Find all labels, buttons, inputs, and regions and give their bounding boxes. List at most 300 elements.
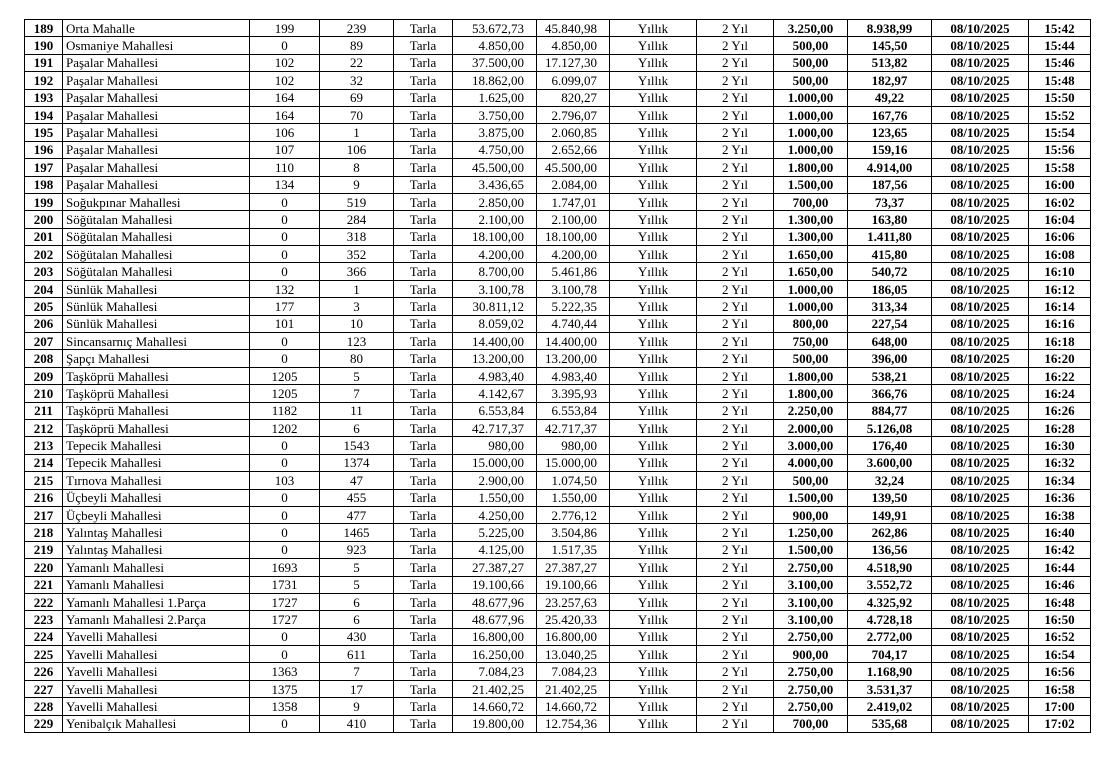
price-cell: 1.250,00 — [774, 524, 848, 541]
time-cell: 16:06 — [1029, 228, 1091, 245]
row-number: 213 — [25, 437, 63, 454]
guarantee-cell: 415,80 — [848, 246, 932, 263]
neighborhood-cell: Yamanlı Mahallesi 2.Parça — [63, 611, 250, 628]
area-cell: 27.387,27 — [453, 559, 537, 576]
guarantee-cell: 648,00 — [848, 333, 932, 350]
date-cell: 08/10/2025 — [932, 489, 1029, 506]
block-cell: 177 — [250, 298, 320, 315]
period-cell: Yıllık — [610, 211, 697, 228]
price-cell: 500,00 — [774, 37, 848, 54]
row-number: 202 — [25, 246, 63, 263]
table-row — [25, 315, 1091, 332]
area-cell: 13.200,00 — [453, 350, 537, 367]
row-number: 194 — [25, 106, 63, 123]
price-cell: 4.000,00 — [774, 454, 848, 471]
row-number: 228 — [25, 698, 63, 715]
row-number: 196 — [25, 141, 63, 158]
table-row — [25, 367, 1091, 384]
period-cell: Yıllık — [610, 367, 697, 384]
price-cell: 800,00 — [774, 315, 848, 332]
parcel-cell: 239 — [320, 20, 394, 37]
guarantee-cell: 49,22 — [848, 89, 932, 106]
duration-cell: 2 Yıl — [697, 72, 774, 89]
neighborhood-cell: Yamanlı Mahallesi — [63, 559, 250, 576]
guarantee-cell: 4.914,00 — [848, 159, 932, 176]
neighborhood-cell: Sincansarnıç Mahallesi — [63, 333, 250, 350]
share-area-cell: 42.717,37 — [537, 419, 610, 436]
block-cell: 1727 — [250, 593, 320, 610]
period-cell: Yıllık — [610, 20, 697, 37]
block-cell: 0 — [250, 646, 320, 663]
block-cell: 199 — [250, 20, 320, 37]
price-cell: 2.250,00 — [774, 402, 848, 419]
duration-cell: 2 Yıl — [697, 315, 774, 332]
area-cell: 21.402,25 — [453, 680, 537, 697]
table-row — [25, 628, 1091, 645]
block-cell: 0 — [250, 628, 320, 645]
duration-cell: 2 Yıl — [697, 211, 774, 228]
table-row — [25, 506, 1091, 523]
time-cell: 15:44 — [1029, 37, 1091, 54]
price-cell: 900,00 — [774, 506, 848, 523]
type-cell: Tarla — [394, 141, 453, 158]
duration-cell: 2 Yıl — [697, 472, 774, 489]
table-row — [25, 89, 1091, 106]
date-cell: 08/10/2025 — [932, 680, 1029, 697]
area-cell: 18.100,00 — [453, 228, 537, 245]
duration-cell: 2 Yıl — [697, 193, 774, 210]
area-cell: 4.125,00 — [453, 541, 537, 558]
type-cell: Tarla — [394, 333, 453, 350]
area-cell: 30.811,12 — [453, 298, 537, 315]
block-cell: 164 — [250, 106, 320, 123]
period-cell: Yıllık — [610, 646, 697, 663]
share-area-cell: 820,27 — [537, 89, 610, 106]
duration-cell: 2 Yıl — [697, 280, 774, 297]
parcel-cell: 22 — [320, 54, 394, 71]
time-cell: 16:30 — [1029, 437, 1091, 454]
neighborhood-cell: Sünlük Mahallesi — [63, 298, 250, 315]
parcel-cell: 17 — [320, 680, 394, 697]
table-row — [25, 611, 1091, 628]
type-cell: Tarla — [394, 646, 453, 663]
row-number: 219 — [25, 541, 63, 558]
block-cell: 0 — [250, 246, 320, 263]
duration-cell: 2 Yıl — [697, 367, 774, 384]
price-cell: 1.650,00 — [774, 263, 848, 280]
guarantee-cell: 513,82 — [848, 54, 932, 71]
duration-cell: 2 Yıl — [697, 715, 774, 732]
block-cell: 1727 — [250, 611, 320, 628]
type-cell: Tarla — [394, 437, 453, 454]
guarantee-cell: 32,24 — [848, 472, 932, 489]
block-cell: 0 — [250, 454, 320, 471]
price-cell: 500,00 — [774, 472, 848, 489]
period-cell: Yıllık — [610, 541, 697, 558]
share-area-cell: 980,00 — [537, 437, 610, 454]
guarantee-cell: 167,76 — [848, 106, 932, 123]
duration-cell: 2 Yıl — [697, 437, 774, 454]
duration-cell: 2 Yıl — [697, 576, 774, 593]
row-number: 214 — [25, 454, 63, 471]
type-cell: Tarla — [394, 454, 453, 471]
time-cell: 16:34 — [1029, 472, 1091, 489]
type-cell: Tarla — [394, 402, 453, 419]
share-area-cell: 15.000,00 — [537, 454, 610, 471]
parcel-cell: 1374 — [320, 454, 394, 471]
date-cell: 08/10/2025 — [932, 141, 1029, 158]
row-number: 195 — [25, 124, 63, 141]
parcel-cell: 5 — [320, 367, 394, 384]
guarantee-cell: 182,97 — [848, 72, 932, 89]
neighborhood-cell: Söğütalan Mahallesi — [63, 263, 250, 280]
share-area-cell: 2.652,66 — [537, 141, 610, 158]
neighborhood-cell: Şapçı Mahallesi — [63, 350, 250, 367]
duration-cell: 2 Yıl — [697, 524, 774, 541]
time-cell: 16:58 — [1029, 680, 1091, 697]
period-cell: Yıllık — [610, 315, 697, 332]
table-row — [25, 176, 1091, 193]
share-area-cell: 16.800,00 — [537, 628, 610, 645]
date-cell: 08/10/2025 — [932, 419, 1029, 436]
date-cell: 08/10/2025 — [932, 20, 1029, 37]
table-row — [25, 54, 1091, 71]
table-row — [25, 454, 1091, 471]
price-cell: 500,00 — [774, 54, 848, 71]
area-cell: 16.250,00 — [453, 646, 537, 663]
duration-cell: 2 Yıl — [697, 402, 774, 419]
parcel-cell: 6 — [320, 419, 394, 436]
neighborhood-cell: Soğukpınar Mahallesi — [63, 193, 250, 210]
share-area-cell: 2.060,85 — [537, 124, 610, 141]
date-cell: 08/10/2025 — [932, 611, 1029, 628]
table-row — [25, 159, 1091, 176]
date-cell: 08/10/2025 — [932, 646, 1029, 663]
duration-cell: 2 Yıl — [697, 54, 774, 71]
duration-cell: 2 Yıl — [697, 559, 774, 576]
parcel-cell: 352 — [320, 246, 394, 263]
period-cell: Yıllık — [610, 680, 697, 697]
table-row — [25, 402, 1091, 419]
row-number: 209 — [25, 367, 63, 384]
neighborhood-cell: Paşalar Mahallesi — [63, 106, 250, 123]
row-number: 207 — [25, 333, 63, 350]
parcel-cell: 8 — [320, 159, 394, 176]
row-number: 189 — [25, 20, 63, 37]
area-cell: 4.850,00 — [453, 37, 537, 54]
share-area-cell: 1.074,50 — [537, 472, 610, 489]
guarantee-cell: 163,80 — [848, 211, 932, 228]
price-cell: 1.000,00 — [774, 124, 848, 141]
parcel-cell: 3 — [320, 298, 394, 315]
duration-cell: 2 Yıl — [697, 263, 774, 280]
price-cell: 2.000,00 — [774, 419, 848, 436]
price-cell: 2.750,00 — [774, 698, 848, 715]
time-cell: 15:46 — [1029, 54, 1091, 71]
price-cell: 1.800,00 — [774, 159, 848, 176]
neighborhood-cell: Yenibalçık Mahallesi — [63, 715, 250, 732]
share-area-cell: 27.387,27 — [537, 559, 610, 576]
time-cell: 15:54 — [1029, 124, 1091, 141]
table-row — [25, 72, 1091, 89]
time-cell: 16:12 — [1029, 280, 1091, 297]
type-cell: Tarla — [394, 350, 453, 367]
parcel-cell: 6 — [320, 593, 394, 610]
period-cell: Yıllık — [610, 419, 697, 436]
period-cell: Yıllık — [610, 506, 697, 523]
date-cell: 08/10/2025 — [932, 228, 1029, 245]
table-row — [25, 106, 1091, 123]
block-cell: 1693 — [250, 559, 320, 576]
parcel-cell: 11 — [320, 402, 394, 419]
parcel-cell: 430 — [320, 628, 394, 645]
table-row — [25, 246, 1091, 263]
block-cell: 0 — [250, 193, 320, 210]
parcel-cell: 106 — [320, 141, 394, 158]
date-cell: 08/10/2025 — [932, 280, 1029, 297]
area-cell: 1.550,00 — [453, 489, 537, 506]
row-number: 226 — [25, 663, 63, 680]
duration-cell: 2 Yıl — [697, 159, 774, 176]
share-area-cell: 1.550,00 — [537, 489, 610, 506]
area-cell: 2.850,00 — [453, 193, 537, 210]
price-cell: 1.000,00 — [774, 280, 848, 297]
time-cell: 15:50 — [1029, 89, 1091, 106]
tender-table — [24, 19, 1091, 733]
parcel-cell: 611 — [320, 646, 394, 663]
neighborhood-cell: Yalıntaş Mahallesi — [63, 524, 250, 541]
row-number: 216 — [25, 489, 63, 506]
duration-cell: 2 Yıl — [697, 646, 774, 663]
duration-cell: 2 Yıl — [697, 489, 774, 506]
duration-cell: 2 Yıl — [697, 350, 774, 367]
period-cell: Yıllık — [610, 663, 697, 680]
time-cell: 16:10 — [1029, 263, 1091, 280]
neighborhood-cell: Söğütalan Mahallesi — [63, 246, 250, 263]
share-area-cell: 14.660,72 — [537, 698, 610, 715]
type-cell: Tarla — [394, 193, 453, 210]
row-number: 221 — [25, 576, 63, 593]
share-area-cell: 3.100,78 — [537, 280, 610, 297]
share-area-cell: 14.400,00 — [537, 333, 610, 350]
type-cell: Tarla — [394, 280, 453, 297]
block-cell: 1205 — [250, 385, 320, 402]
type-cell: Tarla — [394, 159, 453, 176]
neighborhood-cell: Söğütalan Mahallesi — [63, 211, 250, 228]
share-area-cell: 4.740,44 — [537, 315, 610, 332]
row-number: 218 — [25, 524, 63, 541]
guarantee-cell: 884,77 — [848, 402, 932, 419]
guarantee-cell: 704,17 — [848, 646, 932, 663]
area-cell: 3.750,00 — [453, 106, 537, 123]
row-number: 220 — [25, 559, 63, 576]
period-cell: Yıllık — [610, 106, 697, 123]
share-area-cell: 7.084,23 — [537, 663, 610, 680]
share-area-cell: 13.040,25 — [537, 646, 610, 663]
time-cell: 17:02 — [1029, 715, 1091, 732]
time-cell: 16:38 — [1029, 506, 1091, 523]
date-cell: 08/10/2025 — [932, 89, 1029, 106]
time-cell: 17:00 — [1029, 698, 1091, 715]
guarantee-cell: 535,68 — [848, 715, 932, 732]
area-cell: 42.717,37 — [453, 419, 537, 436]
area-cell: 4.200,00 — [453, 246, 537, 263]
guarantee-cell: 159,16 — [848, 141, 932, 158]
date-cell: 08/10/2025 — [932, 72, 1029, 89]
row-number: 227 — [25, 680, 63, 697]
area-cell: 4.142,67 — [453, 385, 537, 402]
period-cell: Yıllık — [610, 698, 697, 715]
neighborhood-cell: Taşköprü Mahallesi — [63, 385, 250, 402]
type-cell: Tarla — [394, 593, 453, 610]
date-cell: 08/10/2025 — [932, 559, 1029, 576]
block-cell: 102 — [250, 54, 320, 71]
neighborhood-cell: Osmaniye Mahallesi — [63, 37, 250, 54]
date-cell: 08/10/2025 — [932, 593, 1029, 610]
type-cell: Tarla — [394, 298, 453, 315]
guarantee-cell: 3.552,72 — [848, 576, 932, 593]
table-row — [25, 541, 1091, 558]
type-cell: Tarla — [394, 541, 453, 558]
parcel-cell: 455 — [320, 489, 394, 506]
type-cell: Tarla — [394, 54, 453, 71]
area-cell: 2.900,00 — [453, 472, 537, 489]
block-cell: 110 — [250, 159, 320, 176]
block-cell: 103 — [250, 472, 320, 489]
table-row — [25, 524, 1091, 541]
table-row — [25, 37, 1091, 54]
type-cell: Tarla — [394, 315, 453, 332]
type-cell: Tarla — [394, 559, 453, 576]
parcel-cell: 519 — [320, 193, 394, 210]
block-cell: 0 — [250, 541, 320, 558]
parcel-cell: 123 — [320, 333, 394, 350]
type-cell: Tarla — [394, 211, 453, 228]
time-cell: 15:58 — [1029, 159, 1091, 176]
share-area-cell: 5.461,86 — [537, 263, 610, 280]
price-cell: 3.000,00 — [774, 437, 848, 454]
row-number: 199 — [25, 193, 63, 210]
table-row — [25, 472, 1091, 489]
neighborhood-cell: Söğütalan Mahallesi — [63, 228, 250, 245]
type-cell: Tarla — [394, 89, 453, 106]
block-cell: 164 — [250, 89, 320, 106]
guarantee-cell: 123,65 — [848, 124, 932, 141]
share-area-cell: 2.796,07 — [537, 106, 610, 123]
guarantee-cell: 186,05 — [848, 280, 932, 297]
type-cell: Tarla — [394, 419, 453, 436]
type-cell: Tarla — [394, 506, 453, 523]
guarantee-cell: 3.531,37 — [848, 680, 932, 697]
table-row — [25, 124, 1091, 141]
guarantee-cell: 5.126,08 — [848, 419, 932, 436]
time-cell: 16:00 — [1029, 176, 1091, 193]
period-cell: Yıllık — [610, 385, 697, 402]
guarantee-cell: 2.772,00 — [848, 628, 932, 645]
price-cell: 500,00 — [774, 350, 848, 367]
time-cell: 16:14 — [1029, 298, 1091, 315]
type-cell: Tarla — [394, 524, 453, 541]
date-cell: 08/10/2025 — [932, 367, 1029, 384]
block-cell: 0 — [250, 524, 320, 541]
duration-cell: 2 Yıl — [697, 419, 774, 436]
table-row — [25, 680, 1091, 697]
time-cell: 16:52 — [1029, 628, 1091, 645]
parcel-cell: 1 — [320, 124, 394, 141]
row-number: 201 — [25, 228, 63, 245]
neighborhood-cell: Sünlük Mahallesi — [63, 280, 250, 297]
guarantee-cell: 73,37 — [848, 193, 932, 210]
row-number: 193 — [25, 89, 63, 106]
table-row — [25, 263, 1091, 280]
row-number: 191 — [25, 54, 63, 71]
block-cell: 0 — [250, 506, 320, 523]
time-cell: 16:48 — [1029, 593, 1091, 610]
time-cell: 16:50 — [1029, 611, 1091, 628]
duration-cell: 2 Yıl — [697, 37, 774, 54]
period-cell: Yıllık — [610, 124, 697, 141]
table-row — [25, 437, 1091, 454]
type-cell: Tarla — [394, 680, 453, 697]
area-cell: 37.500,00 — [453, 54, 537, 71]
price-cell: 2.750,00 — [774, 559, 848, 576]
block-cell: 0 — [250, 715, 320, 732]
block-cell: 0 — [250, 489, 320, 506]
table-row — [25, 593, 1091, 610]
type-cell: Tarla — [394, 124, 453, 141]
type-cell: Tarla — [394, 698, 453, 715]
period-cell: Yıllık — [610, 454, 697, 471]
guarantee-cell: 540,72 — [848, 263, 932, 280]
guarantee-cell: 149,91 — [848, 506, 932, 523]
row-number: 192 — [25, 72, 63, 89]
date-cell: 08/10/2025 — [932, 472, 1029, 489]
guarantee-cell: 187,56 — [848, 176, 932, 193]
area-cell: 1.625,00 — [453, 89, 537, 106]
parcel-cell: 5 — [320, 576, 394, 593]
period-cell: Yıllık — [610, 524, 697, 541]
period-cell: Yıllık — [610, 193, 697, 210]
guarantee-cell: 136,56 — [848, 541, 932, 558]
date-cell: 08/10/2025 — [932, 193, 1029, 210]
neighborhood-cell: Yamanlı Mahallesi 1.Parça — [63, 593, 250, 610]
date-cell: 08/10/2025 — [932, 246, 1029, 263]
type-cell: Tarla — [394, 472, 453, 489]
price-cell: 900,00 — [774, 646, 848, 663]
share-area-cell: 4.850,00 — [537, 37, 610, 54]
period-cell: Yıllık — [610, 402, 697, 419]
type-cell: Tarla — [394, 385, 453, 402]
share-area-cell: 3.395,93 — [537, 385, 610, 402]
neighborhood-cell: Tepecik Mahallesi — [63, 454, 250, 471]
block-cell: 1205 — [250, 367, 320, 384]
date-cell: 08/10/2025 — [932, 506, 1029, 523]
guarantee-cell: 4.518,90 — [848, 559, 932, 576]
area-cell: 14.400,00 — [453, 333, 537, 350]
neighborhood-cell: Taşköprü Mahallesi — [63, 402, 250, 419]
type-cell: Tarla — [394, 176, 453, 193]
area-cell: 19.100,66 — [453, 576, 537, 593]
neighborhood-cell: Paşalar Mahallesi — [63, 159, 250, 176]
block-cell: 132 — [250, 280, 320, 297]
price-cell: 1.300,00 — [774, 211, 848, 228]
area-cell: 3.875,00 — [453, 124, 537, 141]
date-cell: 08/10/2025 — [932, 541, 1029, 558]
area-cell: 5.225,00 — [453, 524, 537, 541]
type-cell: Tarla — [394, 72, 453, 89]
table-row — [25, 350, 1091, 367]
row-number: 217 — [25, 506, 63, 523]
